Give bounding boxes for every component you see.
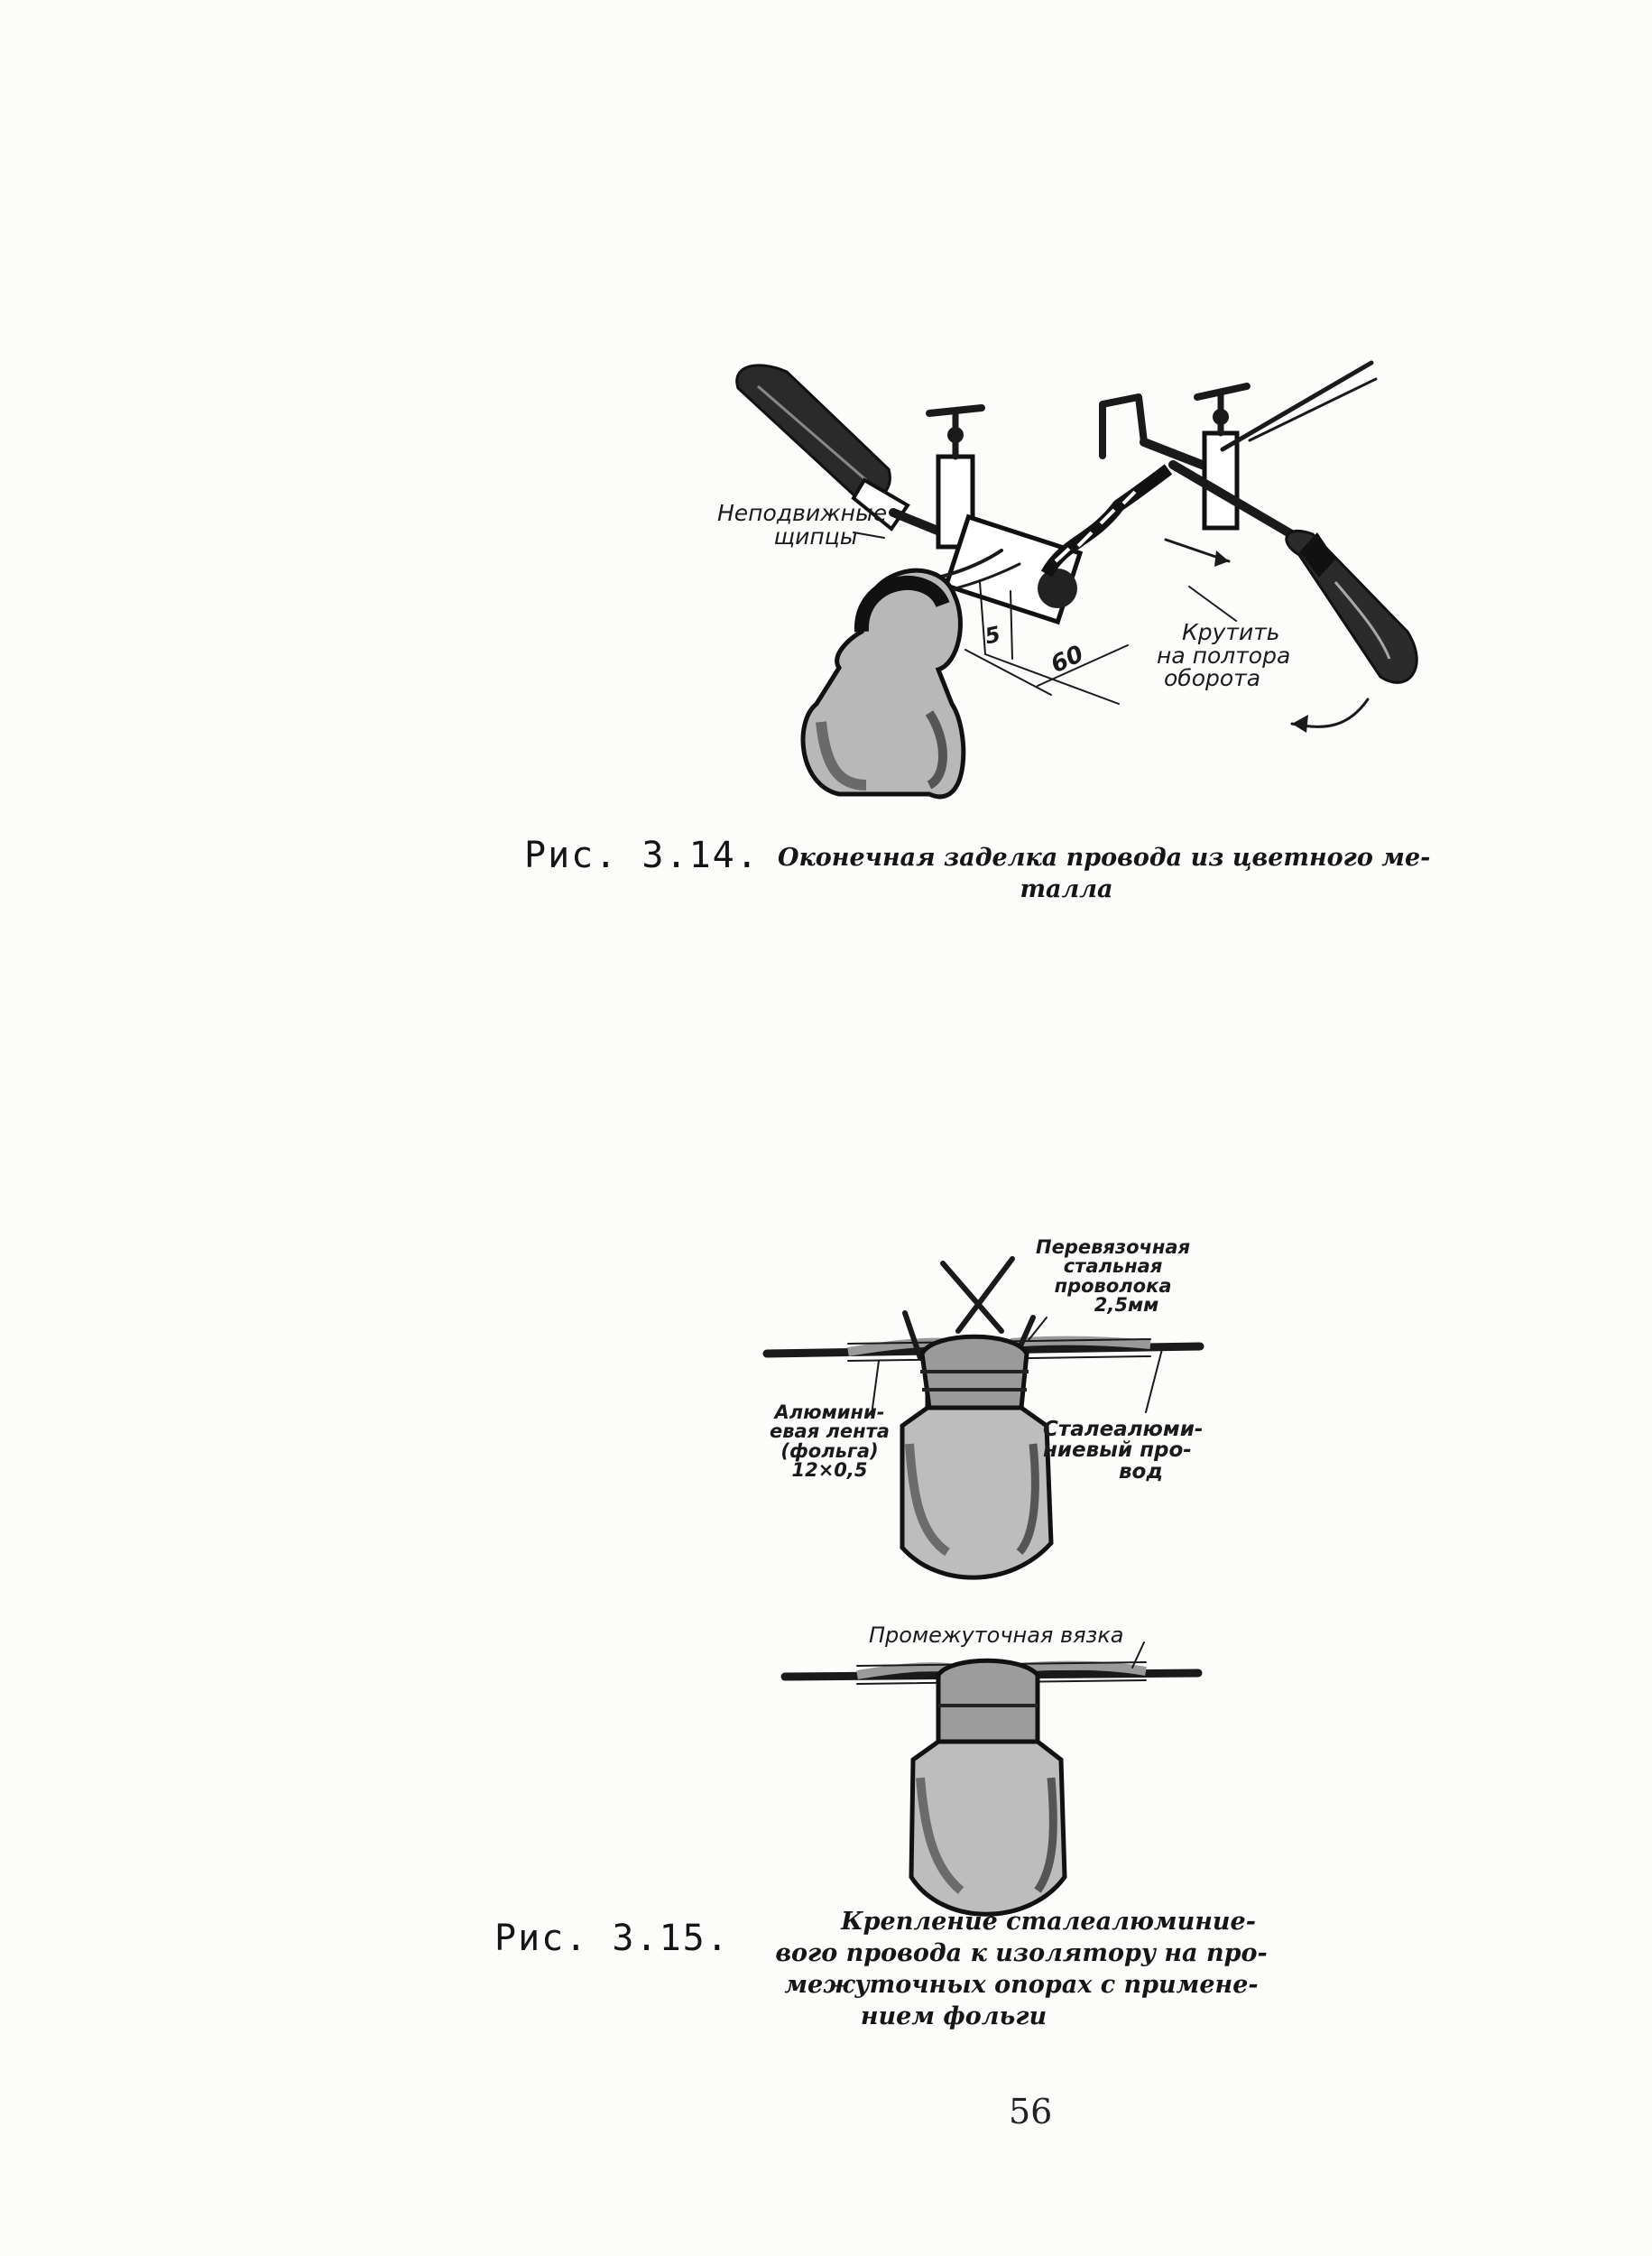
label-twist-line3: оборота xyxy=(1164,665,1261,691)
label-aluminium-tape-line2: евая лента xyxy=(770,1420,890,1443)
figure-3-15-caption-line4: нием фольги xyxy=(860,2002,1047,2031)
label-binding-wire-line3: проволока xyxy=(1054,1274,1172,1297)
label-intermediate-binding: Промежуточная вязка xyxy=(869,1623,1124,1648)
left-handle xyxy=(737,365,891,500)
label-binding-wire-line2: стальная xyxy=(1063,1255,1163,1278)
label-fixed-pliers-line1: Неподвижные xyxy=(717,500,888,526)
dim-small: 5 xyxy=(983,621,1003,650)
figure-3-14-caption-line1: Оконечная заделка провода из цветного ме- xyxy=(778,844,1431,872)
figure-3-15-caption-line3: межуточных опорах с примене- xyxy=(784,1971,1259,2000)
label-steel-aluminium-wire-line3: вод xyxy=(1119,1459,1163,1484)
label-twist xyxy=(1157,621,1290,690)
figure-3-14-caption-line2: талла xyxy=(1020,875,1113,904)
dim-large: 60 xyxy=(1047,640,1088,680)
label-aluminium-tape-line3: (фольга) xyxy=(780,1439,879,1462)
page-number: 56 xyxy=(1009,2092,1053,2131)
label-aluminium-tape-line1: Алюмини- xyxy=(774,1401,885,1423)
label-aluminium-tape-line4: 12×0,5 xyxy=(791,1459,868,1482)
label-fixed-pliers xyxy=(717,502,887,548)
label-twist-line1: Крутить xyxy=(1182,619,1280,645)
figure-3-14-caption xyxy=(778,842,1463,905)
label-steel-aluminium-wire-line2: ниевый про- xyxy=(1043,1438,1192,1463)
label-binding-wire-line4: 2,5мм xyxy=(1094,1294,1159,1317)
right-clamp xyxy=(1204,433,1237,528)
label-steel-aluminium-wire xyxy=(1043,1419,1203,1483)
label-binding-wire xyxy=(1036,1238,1190,1316)
label-aluminium-tape xyxy=(770,1403,890,1481)
figure-3-15-caption-line2: вого провода к изолятору на про- xyxy=(775,1939,1268,1968)
figure-3-14-number: Рис. 3.14. xyxy=(524,835,760,876)
twisted-wire xyxy=(1047,469,1168,574)
figure-3-15-caption-line1: Крепление сталеалюминие- xyxy=(841,1908,1256,1936)
label-steel-aluminium-wire-line1: Сталеалюми- xyxy=(1043,1418,1204,1441)
figure-3-15-caption xyxy=(769,1906,1274,2032)
label-binding-wire-line1: Перевязочная xyxy=(1036,1236,1191,1258)
label-twist-line2: на полтора xyxy=(1157,642,1291,669)
figure-3-15-number: Рис. 3.15. xyxy=(494,1918,730,1959)
label-fixed-pliers-line2: щипцы xyxy=(773,522,858,550)
